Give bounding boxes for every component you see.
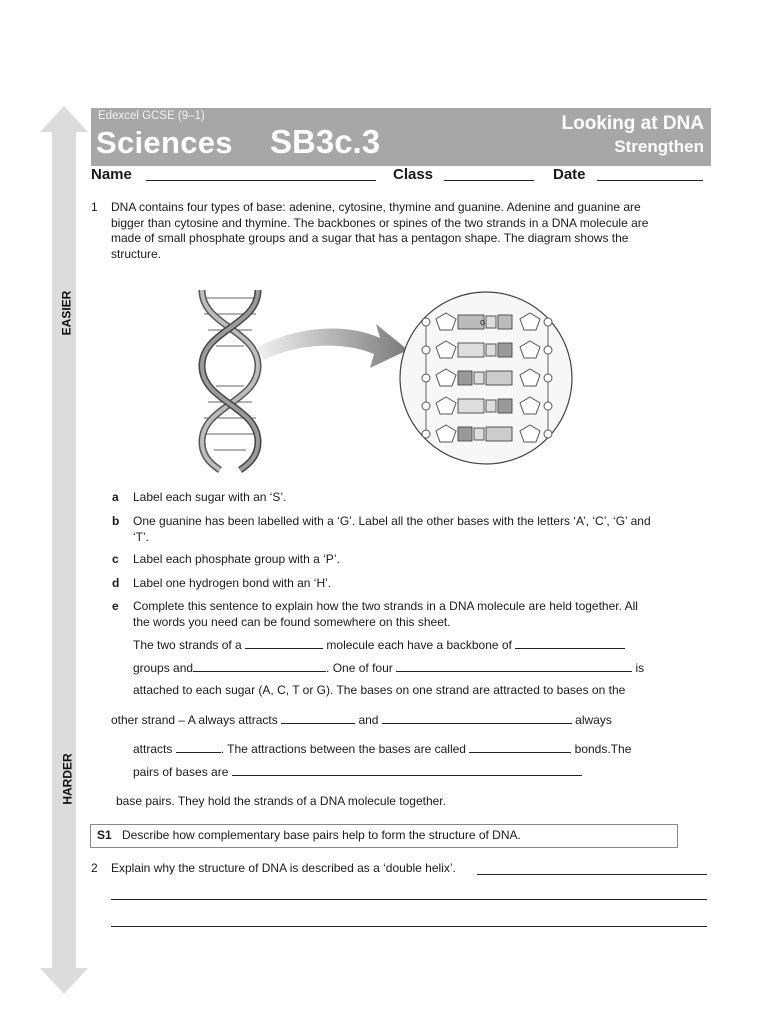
cloze-line-1 <box>133 637 625 654</box>
part-e-line: the words you need can be found somewhere on this sheet. <box>133 614 451 629</box>
difficulty-arrow <box>40 106 88 994</box>
q1-intro-line: bigger than cytosine and thymine. The backbones or spines of the two strands in a DNA molecule are <box>111 215 649 230</box>
q1-intro <box>111 200 711 262</box>
q1-intro-line: structure. <box>111 246 162 261</box>
guanine-label: G <box>480 320 486 327</box>
cloze-line-6 <box>133 764 582 781</box>
dna-diagram <box>190 286 590 474</box>
cloze-text: . The attractions between the bases are called <box>220 742 466 756</box>
answer-line[interactable] <box>477 874 707 875</box>
blank-6[interactable] <box>382 712 572 724</box>
double-helix <box>202 290 258 470</box>
class-field[interactable] <box>444 180 534 181</box>
blank-1[interactable] <box>245 637 323 649</box>
part-c-letter: c <box>112 552 119 566</box>
name-field[interactable] <box>146 180 376 181</box>
worksheet-code: SB3c.3 <box>270 123 381 160</box>
cloze-line-4 <box>111 712 612 729</box>
part-d-letter: d <box>112 576 120 590</box>
class-label: Class <box>393 166 434 183</box>
cloze-line-7: base pairs. They hold the strands of a DNA molecule together. <box>116 794 446 808</box>
subject-title: Sciences <box>96 125 233 160</box>
part-b-line: ‘T’. <box>133 529 149 544</box>
part-a-text: Label each sugar with an ‘S’. <box>133 490 287 504</box>
cloze-text: attracts <box>133 742 173 756</box>
part-c-text: Label each phosphate group with a ‘P’. <box>133 552 340 566</box>
q1-intro-line: DNA contains four types of base: adenine, cytosine, thymine and guanine. Adenine and guanine are <box>111 200 641 214</box>
topic-title: Looking at DNA <box>561 113 704 134</box>
part-d-text: Label one hydrogen bond with an ‘H’. <box>133 576 332 590</box>
cloze-text: groups and <box>133 661 194 675</box>
zoom-arrow <box>256 324 408 368</box>
blank-7[interactable] <box>176 741 221 753</box>
cloze-text: pairs of bases are <box>133 765 229 779</box>
date-label: Date <box>553 166 586 183</box>
q1-intro-line: made of small phosphate groups and a sugar that has a pentagon shape. The diagram shows the <box>111 231 629 245</box>
part-b-letter: b <box>112 514 120 528</box>
part-b-line: One guanine has been labelled with a ‘G’. Label all the other bases with the letters ‘A’, ‘C’, ‘G’ and <box>133 514 651 528</box>
cloze-line-2 <box>133 660 644 677</box>
exam-board: Edexcel GCSE (9–1) <box>98 110 205 122</box>
cloze-text: always <box>575 713 612 727</box>
name-label: Name <box>91 166 132 183</box>
level-title: Strengthen <box>614 137 704 156</box>
q1-number: 1 <box>91 200 98 214</box>
cloze-text: . One of four <box>326 661 393 675</box>
cloze-text: The two strands of a <box>133 638 242 652</box>
part-b-text <box>133 514 703 545</box>
cloze-line-5 <box>133 741 631 758</box>
blank-4[interactable] <box>396 660 632 672</box>
date-field[interactable] <box>597 180 703 181</box>
part-e-text <box>133 599 703 630</box>
answer-line[interactable] <box>111 926 707 927</box>
blank-9[interactable] <box>232 764 582 776</box>
q2-number: 2 <box>91 861 98 875</box>
s1-label: S1 <box>97 828 112 842</box>
q2-text: Explain why the structure of DNA is described as a ‘double helix’. <box>111 861 456 875</box>
cloze-line-3: attached to each sugar (A, C, T or G). The bases on one strand are attracted to bases on the <box>133 683 626 697</box>
blank-8[interactable] <box>469 741 571 753</box>
part-e-line: Complete this sentence to explain how the two strands in a DNA molecule are held together. All <box>133 599 638 613</box>
cloze-text: molecule each have a backbone of <box>326 638 512 652</box>
blank-2[interactable] <box>515 637 625 649</box>
cloze-text: other strand – A always attracts <box>111 713 278 727</box>
harder-label: HARDER <box>60 753 75 805</box>
cloze-text: is <box>635 661 645 675</box>
part-a-letter: a <box>112 490 119 504</box>
blank-5[interactable] <box>281 712 355 724</box>
answer-line[interactable] <box>111 899 707 900</box>
part-e-letter: e <box>112 599 119 613</box>
easier-label: EASIER <box>59 290 74 336</box>
cloze-text: bonds.The <box>574 742 632 756</box>
cloze-text: and <box>358 713 379 727</box>
s1-text: Describe how complementary base pairs help to form the structure of DNA. <box>122 828 521 842</box>
blank-3[interactable] <box>193 660 326 672</box>
